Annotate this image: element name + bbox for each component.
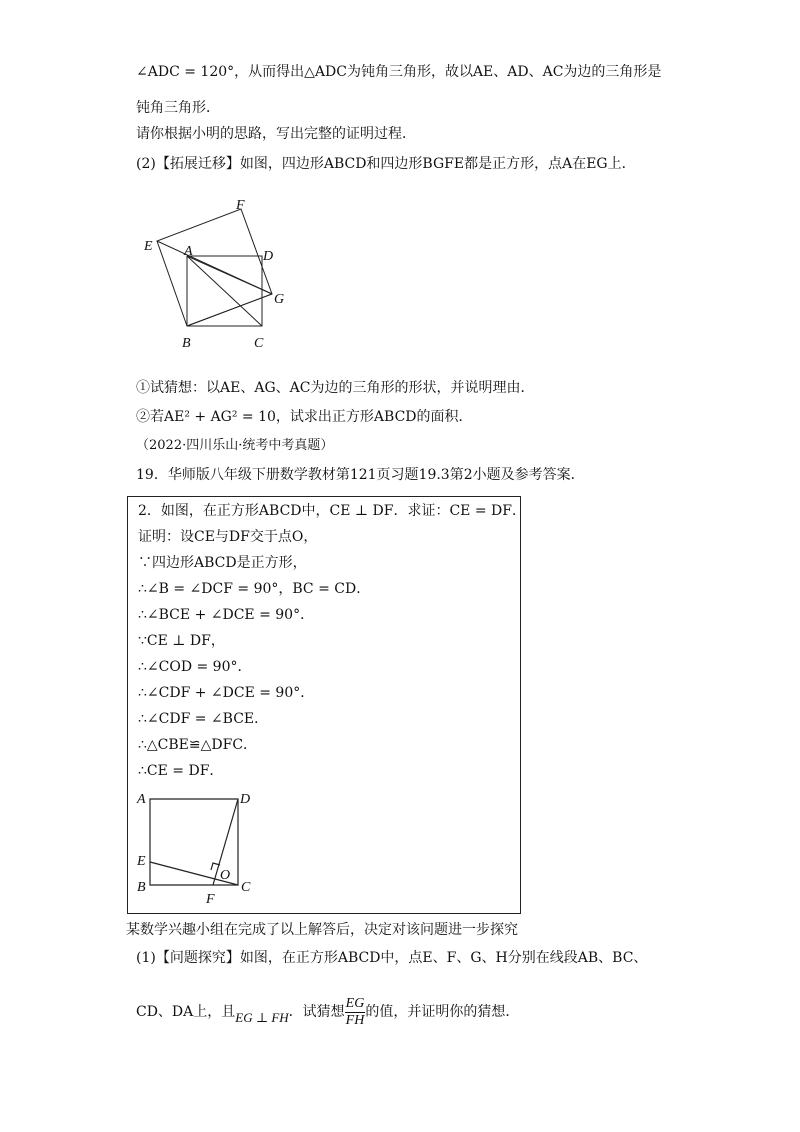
label-b: B <box>182 336 191 351</box>
proof-line: ∵四边形ABCD是正方形， <box>138 555 307 571</box>
proof-line: ∴∠B = ∠DCF = 90°，BC = CD． <box>138 581 371 597</box>
proof-line: ∴CE = DF． <box>138 763 224 779</box>
label-c: C <box>254 336 264 351</box>
proof-line: ∴△CBE≌△DFC． <box>138 737 258 753</box>
text-line-extension: (2)【拓展迁移】如图，四边形ABCD和四边形BGFE都是正方形，点A在EG上． <box>136 156 636 172</box>
proof-line: ∴∠COD = 90°． <box>138 659 252 675</box>
text-segment: 的值，并证明你的猜想． <box>365 1004 520 1020</box>
text-line-obtuse: 钝角三角形． <box>136 100 220 116</box>
label-d: D <box>240 792 251 807</box>
label-f: F <box>236 198 245 213</box>
label-a: A <box>137 792 146 807</box>
text-line-adc: ∠ADC = 120°，从而得出△ADC为钝角三角形，故以AE、AD、AC为边的三角形是 <box>136 64 662 80</box>
text-line-guess <box>136 994 519 1036</box>
problem-19: 19．华师版八年级下册数学教材第121页习题19.3第2小题及参考答案． <box>136 467 585 483</box>
text-line-instruction: 请你根据小明的思路，写出完整的证明过程． <box>136 126 416 142</box>
label-e: E <box>144 239 153 254</box>
proof-line: ∴∠BCE + ∠DCE = 90°． <box>138 607 315 623</box>
proof-line: ∵CE ⊥ DF， <box>138 633 225 649</box>
proof-line: 2．如图，在正方形ABCD中，CE ⊥ DF．求证：CE = DF． <box>138 503 526 519</box>
fraction-denominator: FH <box>345 1012 365 1028</box>
figure-square-ce-df <box>134 787 264 907</box>
text-line-further: 某数学兴趣小组在完成了以上解答后，决定对该问题进一步探究 <box>126 922 518 938</box>
label-o: O <box>220 868 231 883</box>
label-d: D <box>263 249 274 264</box>
question-1: ①试猜想：以AE、AG、AC为边的三角形的形状，并说明理由． <box>136 380 535 396</box>
textbook-excerpt-box <box>127 496 526 914</box>
label-b: B <box>137 880 146 895</box>
figure-two-squares <box>140 195 300 355</box>
proof-line: ∴∠CDF + ∠DCE = 90°． <box>138 685 315 701</box>
source-note: （2022·四川乐山·统考中考真题） <box>136 438 334 453</box>
question-2: ②若AE² + AG² = 10，试求出正方形ABCD的面积． <box>136 409 473 425</box>
math-eg-perp-fh: EG ⊥ FH <box>235 1010 289 1025</box>
label-f: F <box>206 892 215 907</box>
fraction-numerator: EG <box>345 995 365 1011</box>
proof-line: ∴∠CDF = ∠BCE． <box>138 711 269 727</box>
label-a: A <box>184 244 193 259</box>
fraction-eg-fh <box>345 996 366 1029</box>
text-segment: CD、DA上，且 <box>136 1004 236 1020</box>
proof-line: 证明：设CE与DF交于点O， <box>138 529 318 545</box>
label-c: C <box>241 880 251 895</box>
text-segment: ．试猜想 <box>288 1004 345 1020</box>
text-line-explore: (1)【问题探究】如图，在正方形ABCD中，点E、F、G、H分别在线段AB、BC、 <box>136 950 648 966</box>
label-g: G <box>274 292 285 307</box>
label-e: E <box>137 854 146 869</box>
